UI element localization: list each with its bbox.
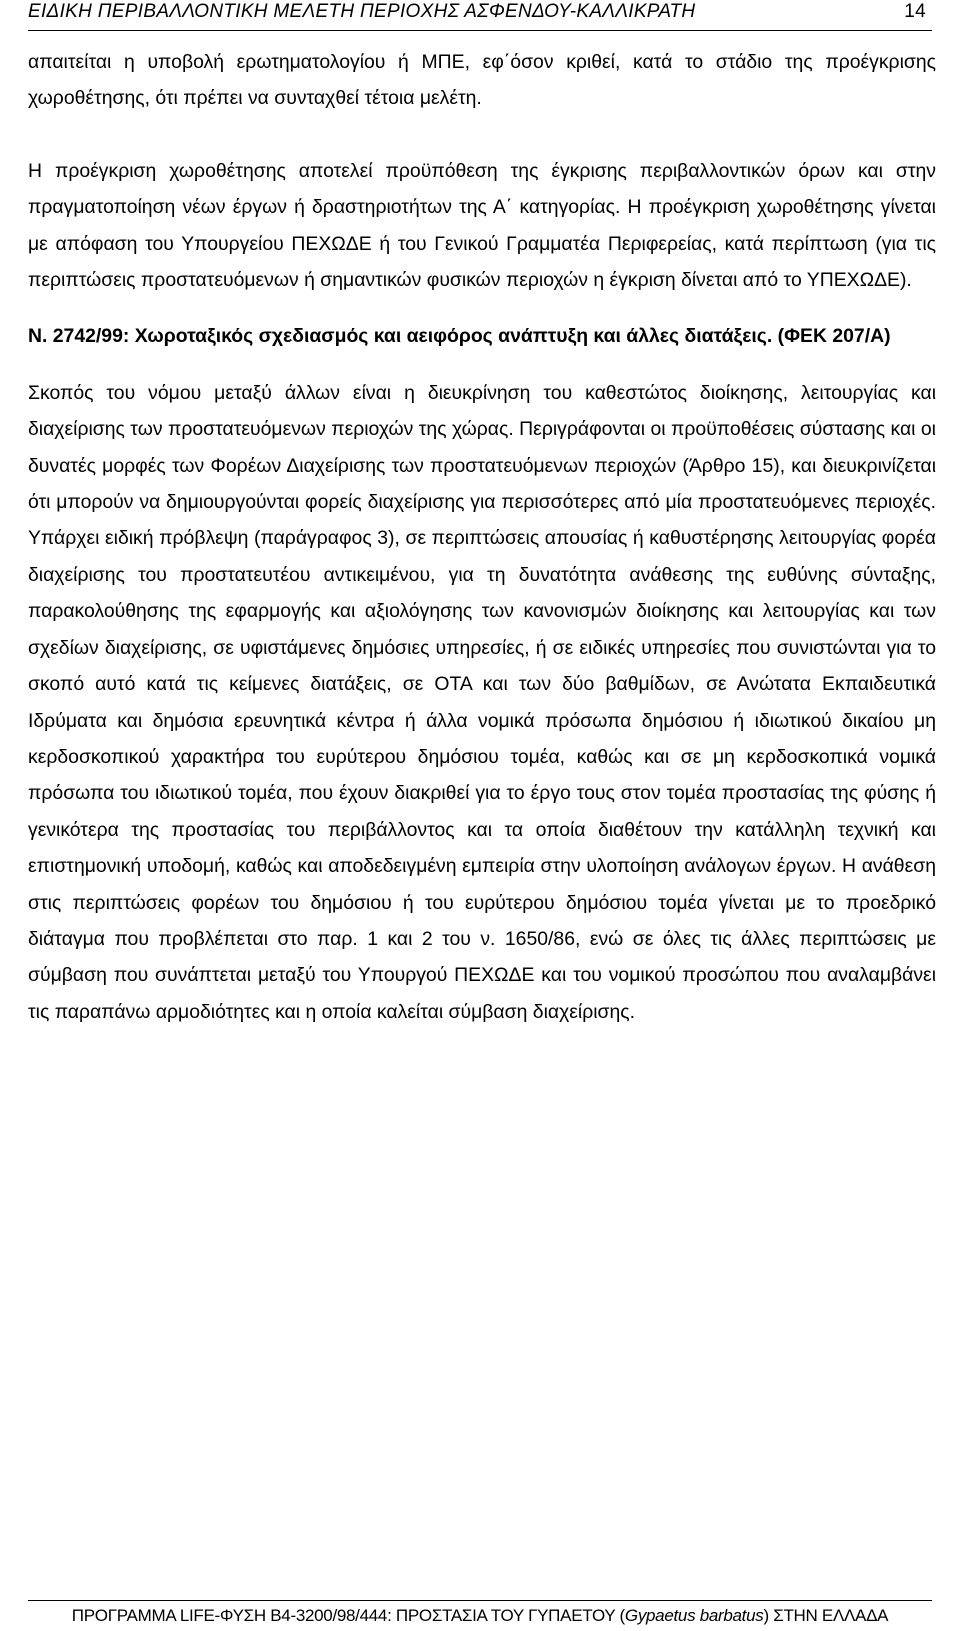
section-heading: Ν. 2742/99: Χωροταξικός σχεδιασμός και αειφόρος ανάπτυξη και άλλες διατάξεις. (ΦΕΚ 207/Α) — [28, 325, 891, 348]
footer-species: Gypaetus barbatus — [624, 1606, 764, 1625]
paragraph-2: Η προέγκριση χωροθέτησης αποτελεί προϋπόθεση της έγκρισης περιβαλλοντικών όρων και στην πραγματοποίηση νέων έργων ή δραστηριοτήτων της Α΄ κατηγορίας. Η προέγκριση χωροθέτησης γίνεται με απόφαση του Υπουργείου ΠΕΧΩΔΕ ή του Γενικού Γραμματέα Περιφερείας, κατά περίπτωση (για τις περιπτώσεις προστατευόμενων ή σημαντικών φυσικών περιοχών η έγκριση δίνεται από το ΥΠΕΧΩΔΕ). — [28, 159, 936, 292]
page-header — [28, 0, 932, 31]
footer-prefix: ΠΡΟΓΡΑΜΜΑ LIFE-ΦΥΣΗ B4-3200/98/444: ΠΡΟΣΤΑΣΙΑ ΤΟΥ ΓΥΠΑΕΤΟΥ ( — [71, 1606, 625, 1625]
document-body — [28, 44, 936, 1030]
header-title: ΕΙΔΙΚΗ ΠΕΡΙΒΑΛΛΟΝΤΙΚΗ ΜΕΛΕΤΗ ΠΕΡΙΟΧΗΣ ΑΣΦΕΝΔΟΥ-ΚΑΛΛΙΚΡΑΤΗ — [28, 1, 696, 22]
paragraph-3: Σκοπός του νόμου μεταξύ άλλων είναι η διευκρίνηση του καθεστώτος διοίκησης, λειτουργίας και διαχείρισης των προστατευόμενων περιοχών της χώρας. Περιγράφονται οι προϋποθέσεις σύστασης και οι δυνατές μορφές των Φορέων Διαχείρισης των προστατευόμενων περιοχών (Άρθρο 15), και διευκρινίζεται ότι μπορούν να δημιουργούνται φορείς διαχείρισης για περισσότερες από μία προστατευόμενες περιοχές. Υπάρχει ειδική πρόβλεψη (παράγραφος 3), σε περιπτώσεις απουσίας ή καθυστέρησης λειτουργίας φορέα διαχείρισης του προστατευτέου αντικειμένου, για τη δυνατότητα ανάθεσης της ευθύνης σύνταξης, παρακολούθησης της εφαρμογής και αξιολόγησης των κανονισμών διοίκησης και λειτουργίας και των σχεδίων διαχείρισης, σε υφιστάμενες δημόσιες υπηρεσίες, ή σε ειδικές υπηρεσίες που συνιστώνται για το σκοπό αυτό κατά τις κείμενες διατάξεις, σε ΟΤΑ και των δύο βαθμίδων, σε Ανώτατα Εκπαιδευτικά Ιδρύματα και δημόσια ερευνητικά κέντρα ή άλλα νομικά πρόσωπα δημόσιου ή ιδιωτικού δικαίου μη κερδοσκοπικού χαρακτήρα του ευρύτερου δημόσιου τομέα, καθώς και σε μη κερδοσκοπικά νομικά πρόσωπα του ιδιωτικού τομέα, που έχουν διακριθεί για το έργο τους στον τομέα προστασίας της φύσης ή γενικότερα της προστασίας του περιβάλλοντος και τα οποία διαθέτουν την κατάλληλη τεχνική και επιστημονική υποδομή, καθώς και αποδεδειγμένη εμπειρία στην υλοποίηση ανάλογων έργων. Η ανάθεση στις περιπτώσεις φορέων του δημόσιου ή του ευρύτερου δημόσιου τομέα γίνεται με το προεδρικό διάταγμα που προβλέπεται στο παρ. 1 και 2 του ν. 1650/86, ενώ σε όλες τις άλλες περιπτώσεις με σύμβαση που συνάπτεται μεταξύ του Υπουργού ΠΕΧΩΔΕ και του νομικού προσώπου που αναλαμβάνει τις παραπάνω αρμοδιότητες και η οποία καλείται σύμβαση διαχείρισης. — [28, 381, 936, 1023]
footer-suffix: ) ΣΤΗΝ ΕΛΛΑΔΑ — [763, 1606, 889, 1625]
page-footer — [28, 1600, 932, 1627]
page-number: 14 — [904, 1, 926, 22]
paragraph-1: απαιτείται η υποβολή ερωτηματολογίου ή ΜΠΕ, εφ΄όσον κριθεί, κατά το στάδιο της προέγκρισης χωροθέτησης, ότι πρέπει να συνταχθεί τέτοια μελέτη. — [28, 51, 936, 110]
